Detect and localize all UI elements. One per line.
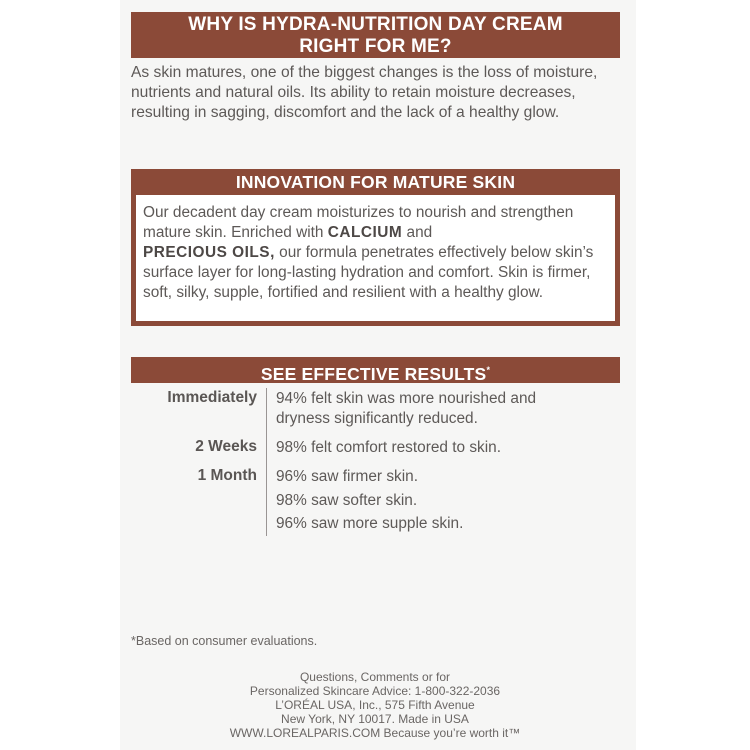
result-text-1-month bbox=[276, 467, 626, 538]
results-title-mark: * bbox=[486, 365, 491, 375]
calcium-highlight: CALCIUM bbox=[327, 224, 403, 241]
results-divider bbox=[266, 388, 267, 536]
innovation-text-part1: Our decadent day cream moisturizes to nourish and strengthen mature skin. Enriched with bbox=[143, 204, 574, 241]
result-line: 96% saw more supple skin. bbox=[276, 515, 464, 532]
result-text-2-weeks bbox=[276, 438, 626, 458]
innovation-paragraph bbox=[143, 203, 613, 303]
innovation-header-banner: INNOVATION FOR MATURE SKIN bbox=[131, 169, 620, 195]
why-header-banner bbox=[131, 12, 620, 58]
result-line: dryness significantly reduced. bbox=[276, 410, 478, 427]
result-line: 96% saw firmer skin. bbox=[276, 468, 418, 485]
precious-oils-highlight: PRECIOUS OILS, bbox=[143, 244, 275, 261]
results-title: SEE EFFECTIVE RESULTS bbox=[260, 364, 487, 384]
contact-line-1: Questions, Comments or for bbox=[299, 670, 451, 684]
intro-paragraph: As skin matures, one of the biggest changes is the loss of moisture, nutrients and natural oils. Its ability to retain moisture decreases, resulting in sagging, discomfort and the lack of a healthy glow. bbox=[131, 64, 598, 121]
footnote: *Based on consumer evaluations. bbox=[131, 634, 318, 648]
why-header-line2: RIGHT FOR ME? bbox=[299, 36, 452, 57]
result-line: 98% felt comfort restored to skin. bbox=[276, 439, 501, 456]
result-label-immediately: Immediately bbox=[167, 389, 257, 406]
result-line: 98% saw softer skin. bbox=[276, 491, 418, 509]
contact-line-2: Personalized Skincare Advice: 1-800-322-2036 bbox=[249, 684, 501, 698]
contact-line-4: New York, NY 10017. Made in USA bbox=[281, 712, 469, 726]
result-line: 94% felt skin was more nourished and bbox=[276, 390, 537, 407]
innovation-text-and: and bbox=[402, 224, 433, 241]
why-header-line1: WHY IS HYDRA-NUTRITION DAY CREAM bbox=[188, 14, 563, 35]
website-tagline: WWW.LOREALPARIS.COM Because you’re worth it™ bbox=[229, 726, 521, 740]
innovation-text-part2: our formula penetrates effectively below skin’s surface layer for long-lasting hydration and comfort. Skin is firmer, soft, silky, supple, fortified and resilient with a healthy glow. bbox=[143, 244, 594, 301]
result-text-immediately bbox=[276, 389, 626, 429]
contact-line-3: L’ORÉAL USA, Inc., 575 Fifth Avenue bbox=[275, 698, 475, 712]
result-label-1-month: 1 Month bbox=[197, 467, 257, 484]
result-label-2-weeks: 2 Weeks bbox=[195, 438, 257, 455]
results-header-banner bbox=[131, 357, 620, 383]
